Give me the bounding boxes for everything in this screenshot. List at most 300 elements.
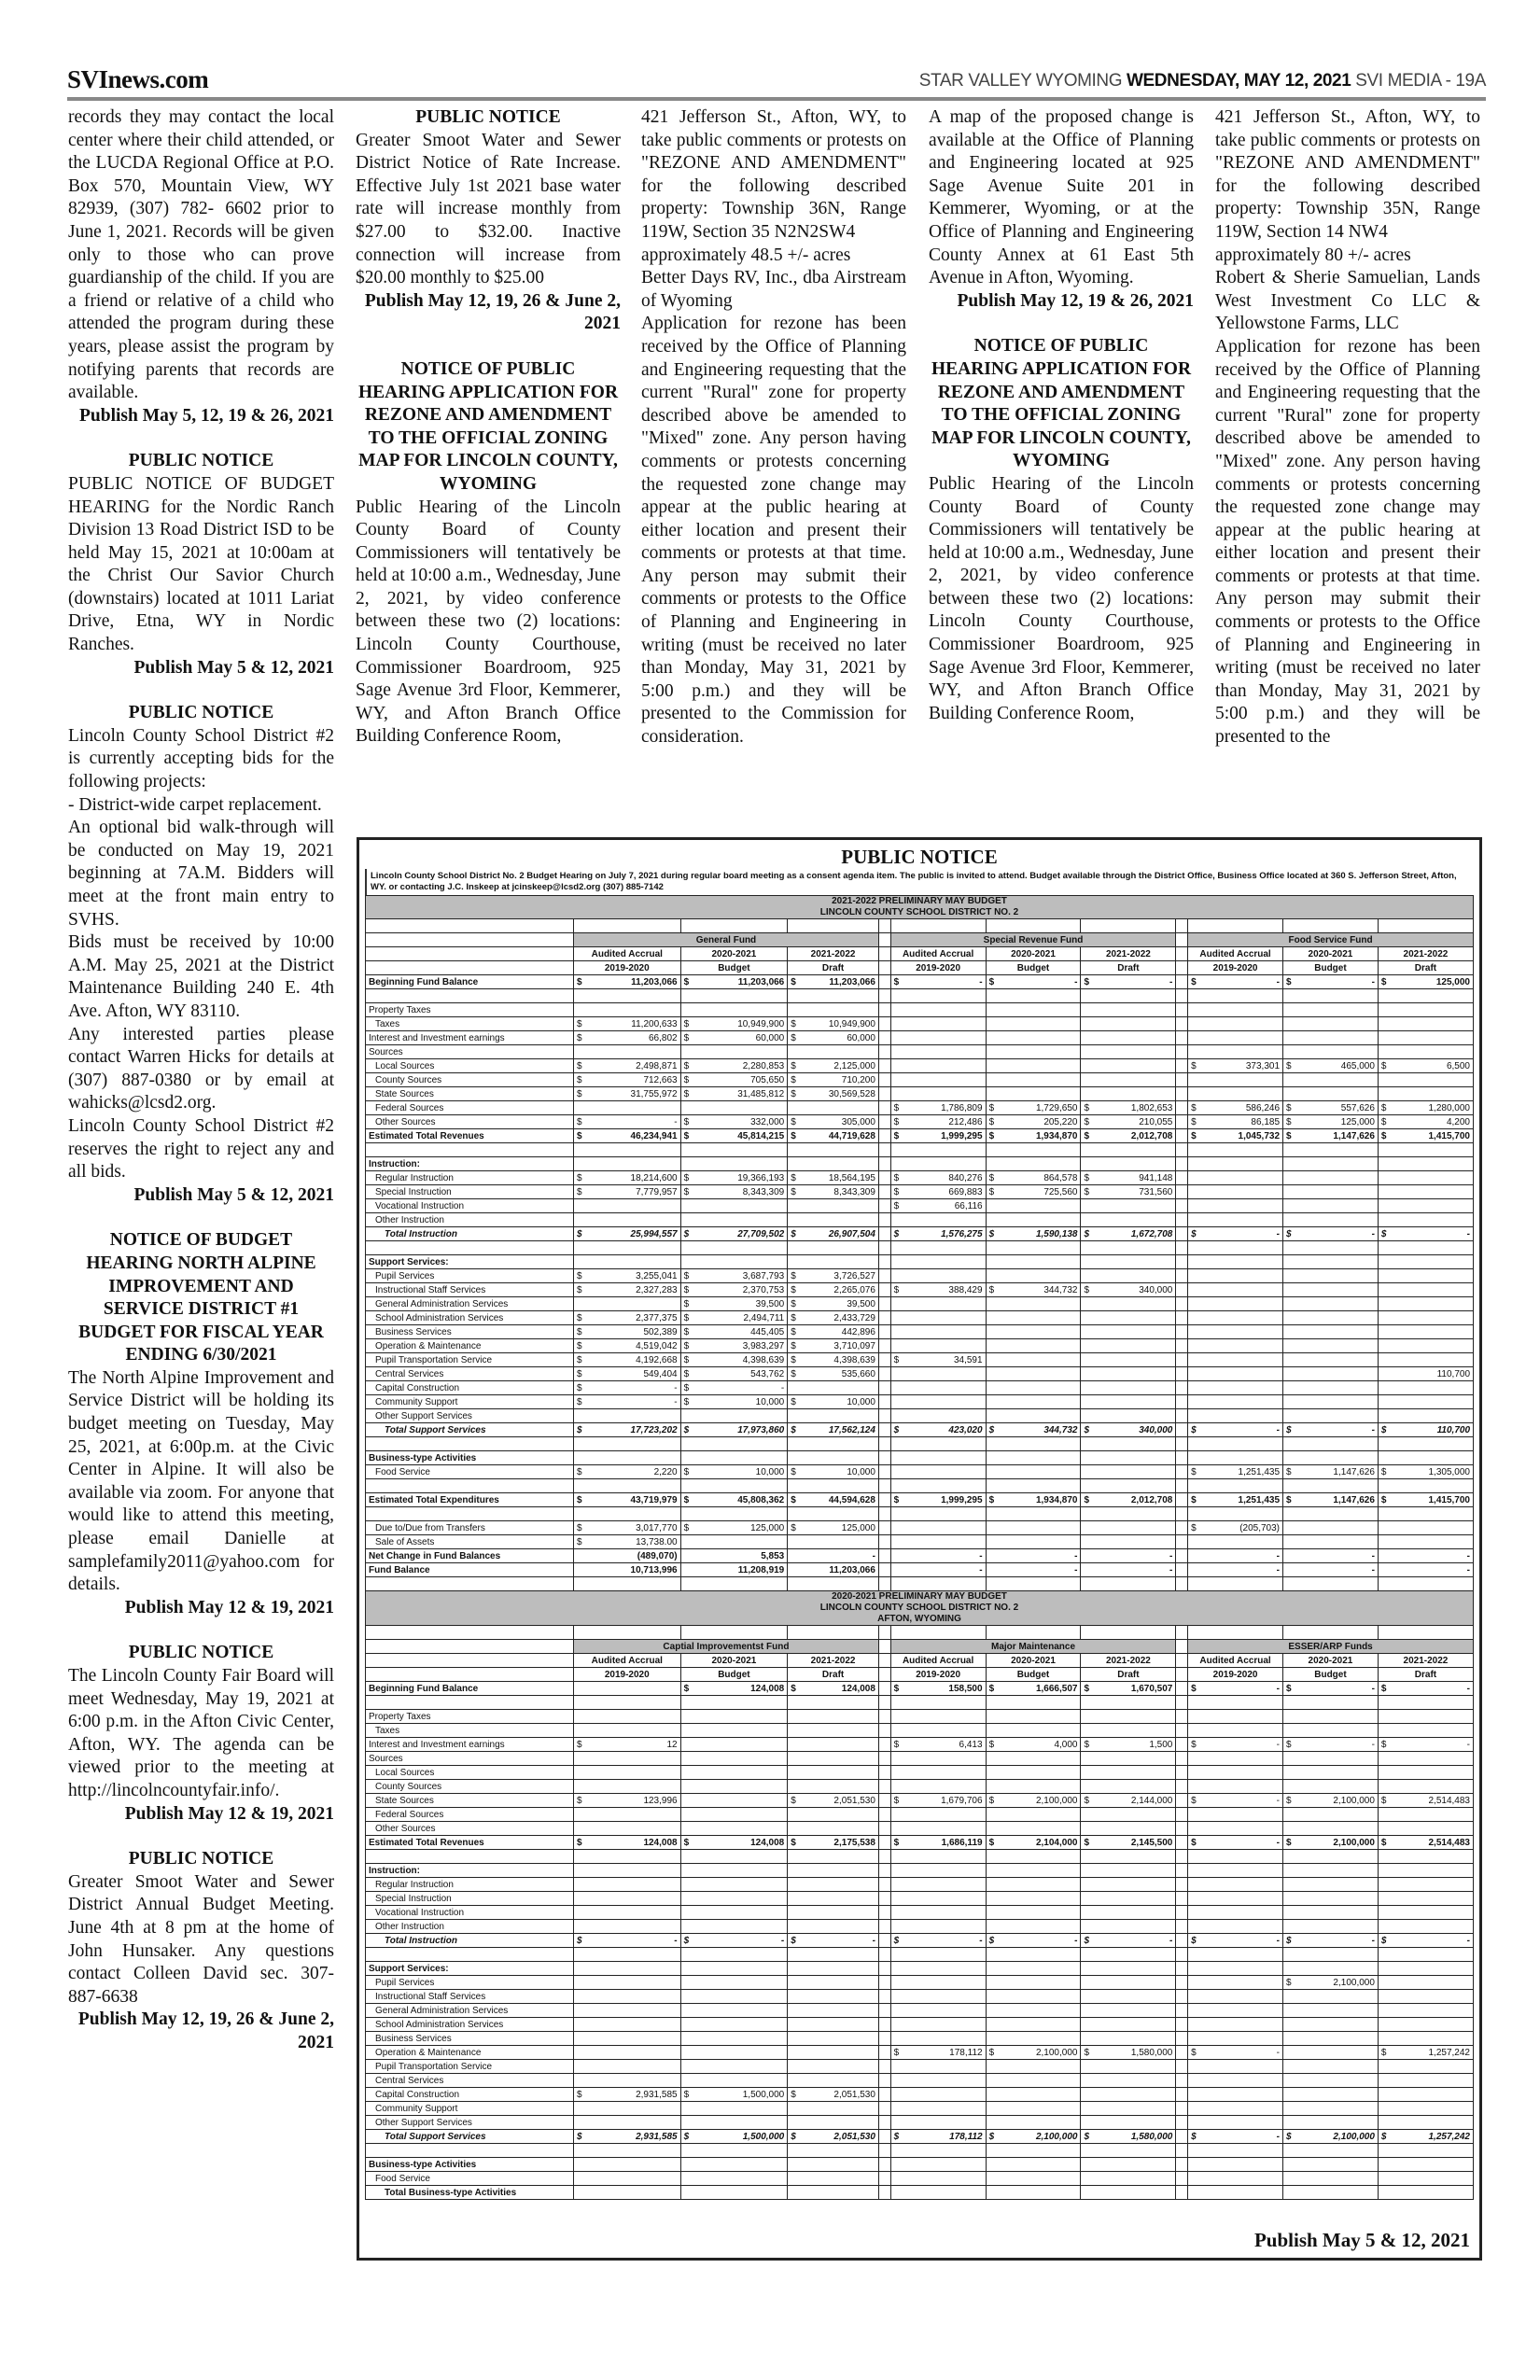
separator [1176,1325,1188,1339]
value-cell [1283,2116,1379,2130]
value-cell [1188,1353,1283,1367]
table-row [366,1920,1474,1934]
separator [1176,2186,1188,2200]
row-label: Interest and Investment earnings [366,1031,574,1045]
section-banner-text [366,896,1474,919]
banner-line: 2020-2021 PRELIMINARY MAY BUDGET [832,1591,1007,1602]
value-cell [890,2130,986,2144]
separator [1176,1045,1188,1059]
value-cell [1081,1507,1176,1521]
value-cell [1081,1031,1176,1045]
value-cell [680,1948,788,1962]
value-cell [1188,1003,1283,1017]
amount: - [674,1116,678,1127]
value-cell [680,1213,788,1227]
dollar-sign: $ [1191,1935,1197,1946]
dollar-sign: $ [1084,1424,1090,1435]
value-cell [1378,1199,1473,1213]
value-cell [1283,1045,1379,1059]
separator [878,2018,890,2032]
table-row [366,1199,1474,1213]
row-label: Business-type Activities [366,2158,574,2172]
value-cell [1081,1479,1176,1493]
value-cell [1188,1381,1283,1395]
value-cell [788,1213,879,1227]
row-label: Pupil Transportation Service [366,1353,574,1367]
amount: 11,203,066 [829,976,875,987]
dollar-sign: $ [791,976,796,987]
separator [878,1241,890,1255]
row-label: Instruction: [366,1157,574,1171]
cell [1283,1626,1379,1640]
value-cell [1283,2186,1379,2200]
value-cell [986,2116,1081,2130]
value-cell [788,2074,879,2088]
separator [1176,2004,1188,2018]
value-cell [1081,1311,1176,1325]
value-cell [1188,1962,1283,1976]
dateline-section: SVI MEDIA - 19A [1355,71,1486,91]
table-row [366,1738,1474,1752]
value-cell [573,1087,680,1101]
value-cell [890,1521,986,1535]
cell [986,919,1081,933]
value-cell [1081,2172,1176,2186]
table-row [366,989,1474,1003]
value-cell [573,1143,680,1157]
value-cell [573,2060,680,2074]
table-row [366,1934,1474,1948]
dollar-sign: $ [576,1060,582,1071]
amount: 39,500 [755,1298,785,1309]
value-cell [1188,1535,1283,1549]
row-label: County Sources [366,1780,574,1794]
amount: - [1276,1795,1281,1806]
value-cell [1081,1976,1176,1990]
value-cell [573,1864,680,1878]
notice-body: Greater Smoot Water and Sewer District Notice of Rate Increase. Effective July 1st 2021 base water rate will increase monthly from $27.00 to $32.00. Inactive connection will increase from $20.00 monthly to $25.00 [356,130,621,288]
value-cell [986,1423,1081,1437]
value-cell [788,1906,879,1920]
separator [878,1738,890,1752]
value-cell [1081,1521,1176,1535]
value-cell [1283,1710,1379,1724]
value-cell [1283,1507,1379,1521]
value-cell [1283,1325,1379,1339]
value-cell [1188,1878,1283,1892]
value-cell [1378,1535,1473,1549]
amount: 1,257,242 [1428,2131,1470,2142]
amount: - [1371,1228,1375,1239]
value-cell [1283,1311,1379,1325]
amount: 66,802 [649,1032,678,1043]
dollar-sign: $ [1286,1739,1292,1750]
value-cell [573,1535,680,1549]
value-cell [1188,989,1283,1003]
separator [1176,1129,1188,1143]
value-cell: - [1188,1549,1283,1563]
value-cell [680,1255,788,1269]
amount: - [1276,976,1281,987]
table-row [366,2060,1474,2074]
value-cell [1188,1171,1283,1185]
value-cell [573,1738,680,1752]
dollar-sign: $ [988,1795,995,1806]
value-cell [1188,1129,1283,1143]
amount: 340,000 [1139,1284,1173,1295]
value-cell [1378,1710,1473,1724]
separator [1176,1878,1188,1892]
dollar-sign: $ [791,1340,796,1351]
value-cell [788,1696,879,1710]
amount: - [1276,2131,1281,2142]
dollar-sign: $ [576,1270,582,1281]
separator [878,2088,890,2102]
dollar-sign: $ [791,1088,796,1099]
column-4 [929,106,1194,725]
amount: 26,907,504 [828,1228,875,1239]
value-cell [1283,1465,1379,1479]
value-cell [680,1962,788,1976]
amount: 4,200 [1446,1116,1470,1127]
value-cell [1378,1696,1473,1710]
value-cell [573,1381,680,1395]
amount: - [674,1935,678,1946]
value-cell [680,1990,788,2004]
value-cell [788,1395,879,1409]
value-cell: - [1283,1563,1379,1577]
value-cell [1081,1451,1176,1465]
amount: - [674,1396,678,1407]
amount: 10,949,900 [828,1018,875,1029]
dollar-sign: $ [1084,2131,1090,2142]
value-cell [1378,2074,1473,2088]
dateline-place: STAR VALLEY WYOMING [918,71,1123,91]
amount: 2,377,375 [636,1312,678,1323]
value-cell [1378,1808,1473,1822]
separator [1176,1850,1188,1864]
value-cell [1081,1353,1176,1367]
value-cell [1081,1409,1176,1423]
table-row [366,1227,1474,1241]
value-cell [680,1780,788,1794]
separator [878,1115,890,1129]
amount: 2,012,708 [1130,1494,1173,1505]
amount: 17,562,124 [828,1424,875,1435]
table-row [366,1521,1474,1535]
value-cell [1283,2032,1379,2046]
value-cell [680,2130,788,2144]
value-cell [1378,1003,1473,1017]
notice-body: Application for rezone has been received by the Office of Planning and Engineering requesting that the current "Rural" zone for property described above be amended to "Mixed" zone. Any person having comments or protests concerning the requested zone change may appear at the public hearing at either location and present their comments or protests at that time. Any person may submit their comments or protests to the Office of Planning and Engineering in writing (must be received no later than Monday, May 31, 2021 by 5:00 p.m.) and they will be presented to the [1215,336,1480,748]
value-cell [1378,1990,1473,2004]
value-cell [1081,2144,1176,2158]
dollar-sign: $ [988,1228,995,1239]
table-row [366,1976,1474,1990]
amount: 2,931,585 [636,2089,678,2100]
amount: - [1169,1935,1173,1946]
value-cell [680,1864,788,1878]
value-cell [1188,1864,1283,1878]
dollar-sign: $ [683,1228,690,1239]
value-cell [573,2172,680,2186]
value-cell [1081,1241,1176,1255]
value-cell [1188,1507,1283,1521]
value-cell [890,2032,986,2046]
separator [1176,1920,1188,1934]
amount: 60,000 [755,1032,785,1043]
cell [366,961,574,975]
value-cell [1378,2102,1473,2116]
separator [1176,1353,1188,1367]
separator [1176,1017,1188,1031]
value-cell [1081,1129,1176,1143]
value-cell [680,1906,788,1920]
cell [573,1626,680,1640]
value-cell: - [986,1563,1081,1577]
value-cell [1081,1227,1176,1241]
value-cell [1283,1437,1379,1451]
value-cell [1081,2032,1176,2046]
dollar-sign: $ [576,1340,582,1351]
value-cell [788,2046,879,2060]
value-cell [573,2130,680,2144]
value-cell [890,2102,986,2116]
separator [878,1185,890,1199]
value-cell [986,989,1081,1003]
amount: 4,000 [1054,1739,1078,1750]
amount: 2,100,000 [1333,1837,1375,1848]
separator [1176,2102,1188,2116]
value-cell [573,1269,680,1283]
value-cell [788,1864,879,1878]
separator [1176,975,1188,989]
row-label: Federal Sources [366,1101,574,1115]
cell [788,1626,879,1640]
amount: 11,203,066 [631,976,678,987]
separator [878,1906,890,1920]
dollar-sign: $ [1286,1466,1292,1477]
dollar-sign: $ [1380,976,1387,987]
value-cell [1283,1227,1379,1241]
dollar-sign: $ [988,1683,995,1694]
amount: 1,257,242 [1428,2047,1470,2058]
dollar-sign: $ [576,1739,582,1750]
value-cell [1378,1241,1473,1255]
amount: - [780,1935,785,1946]
value-cell [1283,2144,1379,2158]
value-cell [1081,1766,1176,1780]
value-cell [1188,1479,1283,1493]
dollar-sign: $ [576,1312,582,1323]
value-cell [1283,1185,1379,1199]
column-header: Draft [1081,1668,1176,1682]
value-cell [788,1171,879,1185]
value-cell [890,1409,986,1423]
amount: 2,100,000 [1035,2047,1078,2058]
column-header: Audited Accrual [1188,1654,1283,1668]
value-cell [788,1710,879,1724]
notice-body: - District-wide carpet replacement. [68,794,322,815]
value-cell [1188,2116,1283,2130]
value-cell [1188,2172,1283,2186]
value-cell [573,1339,680,1353]
publish-line: Publish May 12 & 19, 2021 [124,1597,334,1617]
amount: 340,000 [1139,1424,1173,1435]
row-label [366,1507,574,1521]
amount: 373,301 [1245,1060,1281,1071]
value-cell [1081,1017,1176,1031]
value-cell [1378,2172,1473,2186]
column-header: 2021-2022 [1378,947,1473,961]
dollar-sign: $ [683,1396,690,1407]
value-cell [680,1465,788,1479]
separator [878,1850,890,1864]
dollar-sign: $ [1286,2131,1292,2142]
value-cell [788,1255,879,1269]
value-cell [986,1199,1081,1213]
separator [1176,2130,1188,2144]
value-cell [680,1976,788,1990]
value-cell [788,1283,879,1297]
row-label: Other Support Services [366,1409,574,1423]
separator [878,1577,890,1591]
separator [1176,1297,1188,1311]
separator [878,1255,890,1269]
value-cell [1081,1682,1176,1696]
value-cell [1081,1465,1176,1479]
value-cell [986,1087,1081,1101]
value-cell [1283,1003,1379,1017]
amount: 2,051,530 [833,1795,875,1806]
column-header: 2021-2022 [788,1654,879,1668]
row-label: Capital Construction [366,2088,574,2102]
separator [1176,1367,1188,1381]
row-label: Community Support [366,1395,574,1409]
value-cell [680,2102,788,2116]
value-cell [1378,1395,1473,1409]
value-cell [1081,1794,1176,1808]
value-cell: (489,070) [573,1549,680,1563]
value-cell [1283,1948,1379,1962]
value-cell [573,1283,680,1297]
value-cell [680,1087,788,1101]
row-label: Other Sources [366,1822,574,1836]
value-cell [890,1822,986,1836]
cell [1188,919,1283,933]
value-cell [1283,1031,1379,1045]
value-cell [1378,989,1473,1003]
value-cell [890,2186,986,2200]
table-row [366,1780,1474,1794]
site-logo[interactable]: SVInews.com [67,65,209,93]
value-cell [890,1451,986,1465]
column-header: Audited Accrual [1188,947,1283,961]
value-cell [680,989,788,1003]
value-cell [573,2144,680,2158]
budget-notice-publish: Publish May 5 & 12, 2021 [1253,2229,1470,2251]
row-label: Special Instruction [366,1892,574,1906]
value-cell [890,2018,986,2032]
value-cell [680,1073,788,1087]
value-cell [573,1129,680,1143]
amount: 669,883 [948,1186,983,1197]
value-cell [680,1381,788,1395]
value-cell [890,1213,986,1227]
column-header: 2020-2021 [1283,1654,1379,1668]
value-cell [986,2032,1081,2046]
value-cell [573,1521,680,1535]
separator [878,2074,890,2088]
cell [1188,1626,1283,1640]
value-cell [573,1353,680,1367]
value-cell [788,1227,879,1241]
row-label: Business-type Activities [366,1451,574,1465]
separator [1176,1766,1188,1780]
table-row [366,1073,1474,1087]
dollar-sign: $ [576,1522,582,1533]
separator [878,1101,890,1115]
separator [1176,1934,1188,1948]
amount: 2,931,585 [636,2131,678,2142]
cell [788,919,879,933]
value-cell [680,1766,788,1780]
row-label [366,1577,574,1591]
value-cell [1378,1409,1473,1423]
value-cell [680,1129,788,1143]
amount: 31,755,972 [630,1088,678,1099]
value-cell [1283,1696,1379,1710]
dollar-sign: $ [576,1466,582,1477]
value-cell [986,1710,1081,1724]
dollar-sign: $ [1084,1795,1090,1806]
separator [1176,1283,1188,1297]
value-cell [680,1682,788,1696]
separator [1176,1822,1188,1836]
column-header-row [366,947,1474,961]
amount: 60,000 [847,1032,875,1043]
value-cell [1378,1507,1473,1521]
separator [878,1780,890,1794]
amount: 25,994,557 [630,1228,678,1239]
amount: 2,145,500 [1130,1837,1173,1848]
value-cell [1283,1479,1379,1493]
amount: - [1466,1935,1470,1946]
value-cell [1188,1752,1283,1766]
value-cell [573,1794,680,1808]
amount: 1,147,626 [1333,1494,1375,1505]
row-label: Vocational Instruction [366,1906,574,1920]
dollar-sign: $ [988,1837,995,1848]
dollar-sign: $ [683,1018,690,1029]
value-cell [680,2032,788,2046]
value-cell [680,1437,788,1451]
dollar-sign: $ [576,1368,582,1379]
value-cell [573,1395,680,1409]
value-cell [1378,1073,1473,1087]
budget-notice-title: PUBLIC NOTICE [841,846,998,868]
value-cell [573,1479,680,1493]
value-cell [1378,1353,1473,1367]
amount: 4,398,639 [742,1354,785,1365]
row-label: Instructional Staff Services [366,1283,574,1297]
amount: 535,660 [841,1368,875,1379]
separator [1176,1213,1188,1227]
separator [878,2102,890,2116]
amount: 2,280,853 [742,1060,785,1071]
row-label: Business Services [366,1325,574,1339]
separator [1176,1101,1188,1115]
